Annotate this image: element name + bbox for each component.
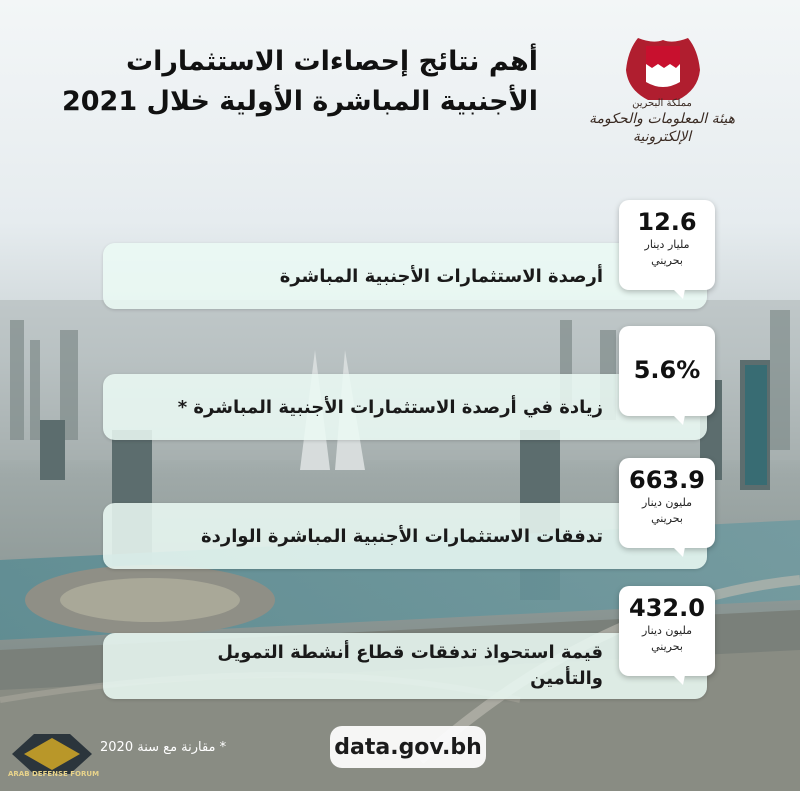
stat-bar-1: [103, 243, 707, 309]
stat-bar-3: [103, 503, 707, 569]
stat-unit-line-1: مليار دينار: [644, 238, 690, 251]
stat-value-bubble-2: [619, 326, 715, 416]
stat-label: قيمة استحواذ تدفقات قطاع أنشطة التمويل والتأمين: [217, 642, 603, 689]
stat-unit-line-1: مليون دينار: [641, 624, 693, 637]
stat-value-bubble-4: [619, 586, 715, 676]
organization-name: [572, 98, 752, 146]
stat-value: 5.6%: [633, 356, 701, 384]
stat-label: زيادة في أرصدة الاستثمارات الأجنبية المباشرة *: [177, 396, 603, 418]
footnote: * مقارنة مع سنة 2020: [100, 740, 227, 755]
stat-value-bubble-1: [619, 200, 715, 290]
org-name-line-1: مملكة البحرين: [632, 98, 692, 109]
title-line-2: الأجنبية المباشرة الأولية خلال 2021: [61, 86, 538, 117]
stat-bar-2: [103, 374, 707, 440]
stat-bar-4: [103, 633, 707, 699]
stat-label: أرصدة الاستثمارات الأجنبية المباشرة: [279, 265, 603, 287]
stat-unit-line-2: بحريني: [651, 640, 683, 653]
stat-label: تدفقات الاستثمارات الأجنبية المباشرة الواردة: [201, 525, 603, 547]
watermark-text: ARAB DEFENSE FORUM: [8, 770, 100, 778]
title-line-1: أهم نتائج إحصاءات الاستثمارات: [125, 46, 538, 77]
stat-unit-line-2: بحريني: [651, 512, 683, 525]
stat-value: 432.0: [629, 594, 705, 622]
stat-unit-line-2: بحريني: [651, 254, 683, 267]
stat-unit-line-1: مليون دينار: [641, 496, 693, 509]
page-title: [62, 42, 538, 122]
stat-value-bubble-3: [619, 458, 715, 548]
website-link[interactable]: data.gov.bh: [330, 726, 486, 768]
stat-value: 663.9: [629, 466, 705, 494]
stat-value: 12.6: [637, 208, 697, 236]
org-name-line-2: هيئة المعلومات والحكومة الإلكترونية: [589, 111, 735, 145]
